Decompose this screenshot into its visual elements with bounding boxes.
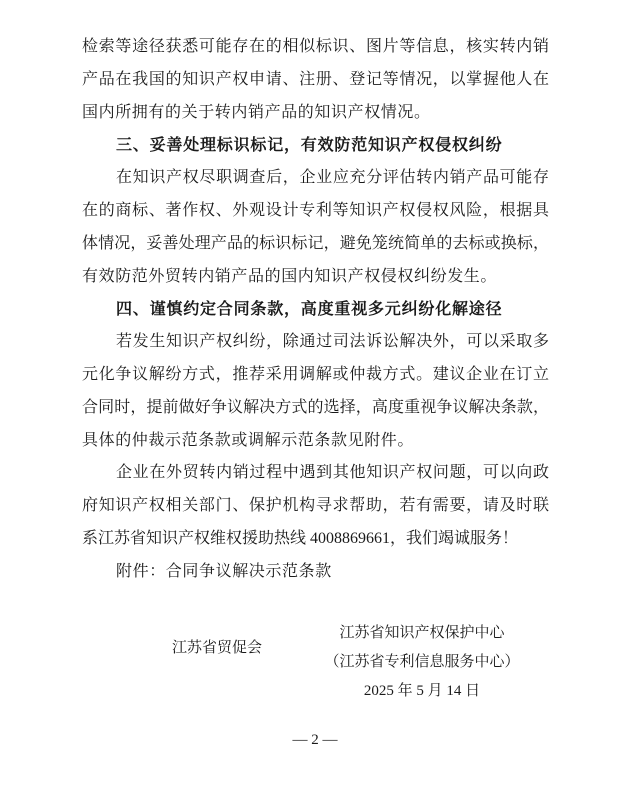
signature-right-org: 江苏省知识产权保护中心 bbox=[339, 625, 505, 641]
page-number: — 2 — bbox=[292, 732, 338, 748]
text-line: 检索等途径获悉可能存在的相似标识、图片等信息，核实转内销 bbox=[82, 38, 549, 55]
paragraph-section-3 bbox=[82, 162, 549, 293]
text-line: 企业在外贸转内销过程中遇到其他知识产权问题，可以向政 bbox=[116, 464, 549, 482]
text-line: 合同时，提前做好争议解决方式的选择，高度重视争议解决条款， bbox=[82, 398, 549, 416]
signature-left-org: 江苏省贸促会 bbox=[172, 640, 263, 656]
text-line: 具体的仲裁示范条款或调解示范条款见附件。 bbox=[82, 431, 415, 449]
text-line: 系江苏省知识产权维权援助热线 4008869661，我们竭诚服务！ bbox=[82, 529, 519, 547]
section-heading-4: 四、谨慎约定合同条款，高度重视多元纠纷化解途径 bbox=[116, 299, 503, 319]
signature-date: 2025 年 5 月 14 日 bbox=[363, 683, 481, 699]
text-line: 在的商标、著作权、外观设计专利等知识产权侵权风险，根据具 bbox=[82, 201, 549, 219]
text-line: 体情况，妥善处理产品的标识标记，避免笼统简单的去标或换标， bbox=[82, 234, 549, 252]
paragraph-continuation bbox=[82, 31, 549, 129]
text-line: 元化争议解纷方式，推荐采用调解或仲裁方式。建议企业在订立 bbox=[82, 365, 549, 383]
attachment-note: 附件：合同争议解决示范条款 bbox=[116, 562, 332, 580]
paragraph-contact bbox=[82, 457, 549, 555]
section-heading-3: 三、妥善处理标识标记，有效防范知识产权侵权纠纷 bbox=[116, 135, 503, 155]
text-line: 若发生知识产权纠纷，除通过司法诉讼解决外，可以采取多 bbox=[116, 333, 549, 351]
signature-right-block bbox=[322, 619, 522, 706]
paragraph-section-4 bbox=[82, 326, 549, 457]
signature-right-org-alt: （江苏省专利信息服务中心） bbox=[324, 654, 520, 670]
document-body bbox=[82, 31, 549, 589]
text-line: 有效防范外贸转内销产品的国内知识产权侵权纠纷发生。 bbox=[82, 267, 498, 285]
text-line: 产品在我国的知识产权申请、注册、登记等情况，以掌握他人在 bbox=[82, 70, 549, 88]
text-line: 府知识产权相关部门、保护机构寻求帮助，若有需要，请及时联 bbox=[82, 497, 549, 515]
text-line: 国内所拥有的关于转内销产品的知识产权情况。 bbox=[82, 103, 431, 121]
text-line: 在知识产权尽职调查后，企业应充分评估转内销产品可能存 bbox=[116, 169, 549, 187]
